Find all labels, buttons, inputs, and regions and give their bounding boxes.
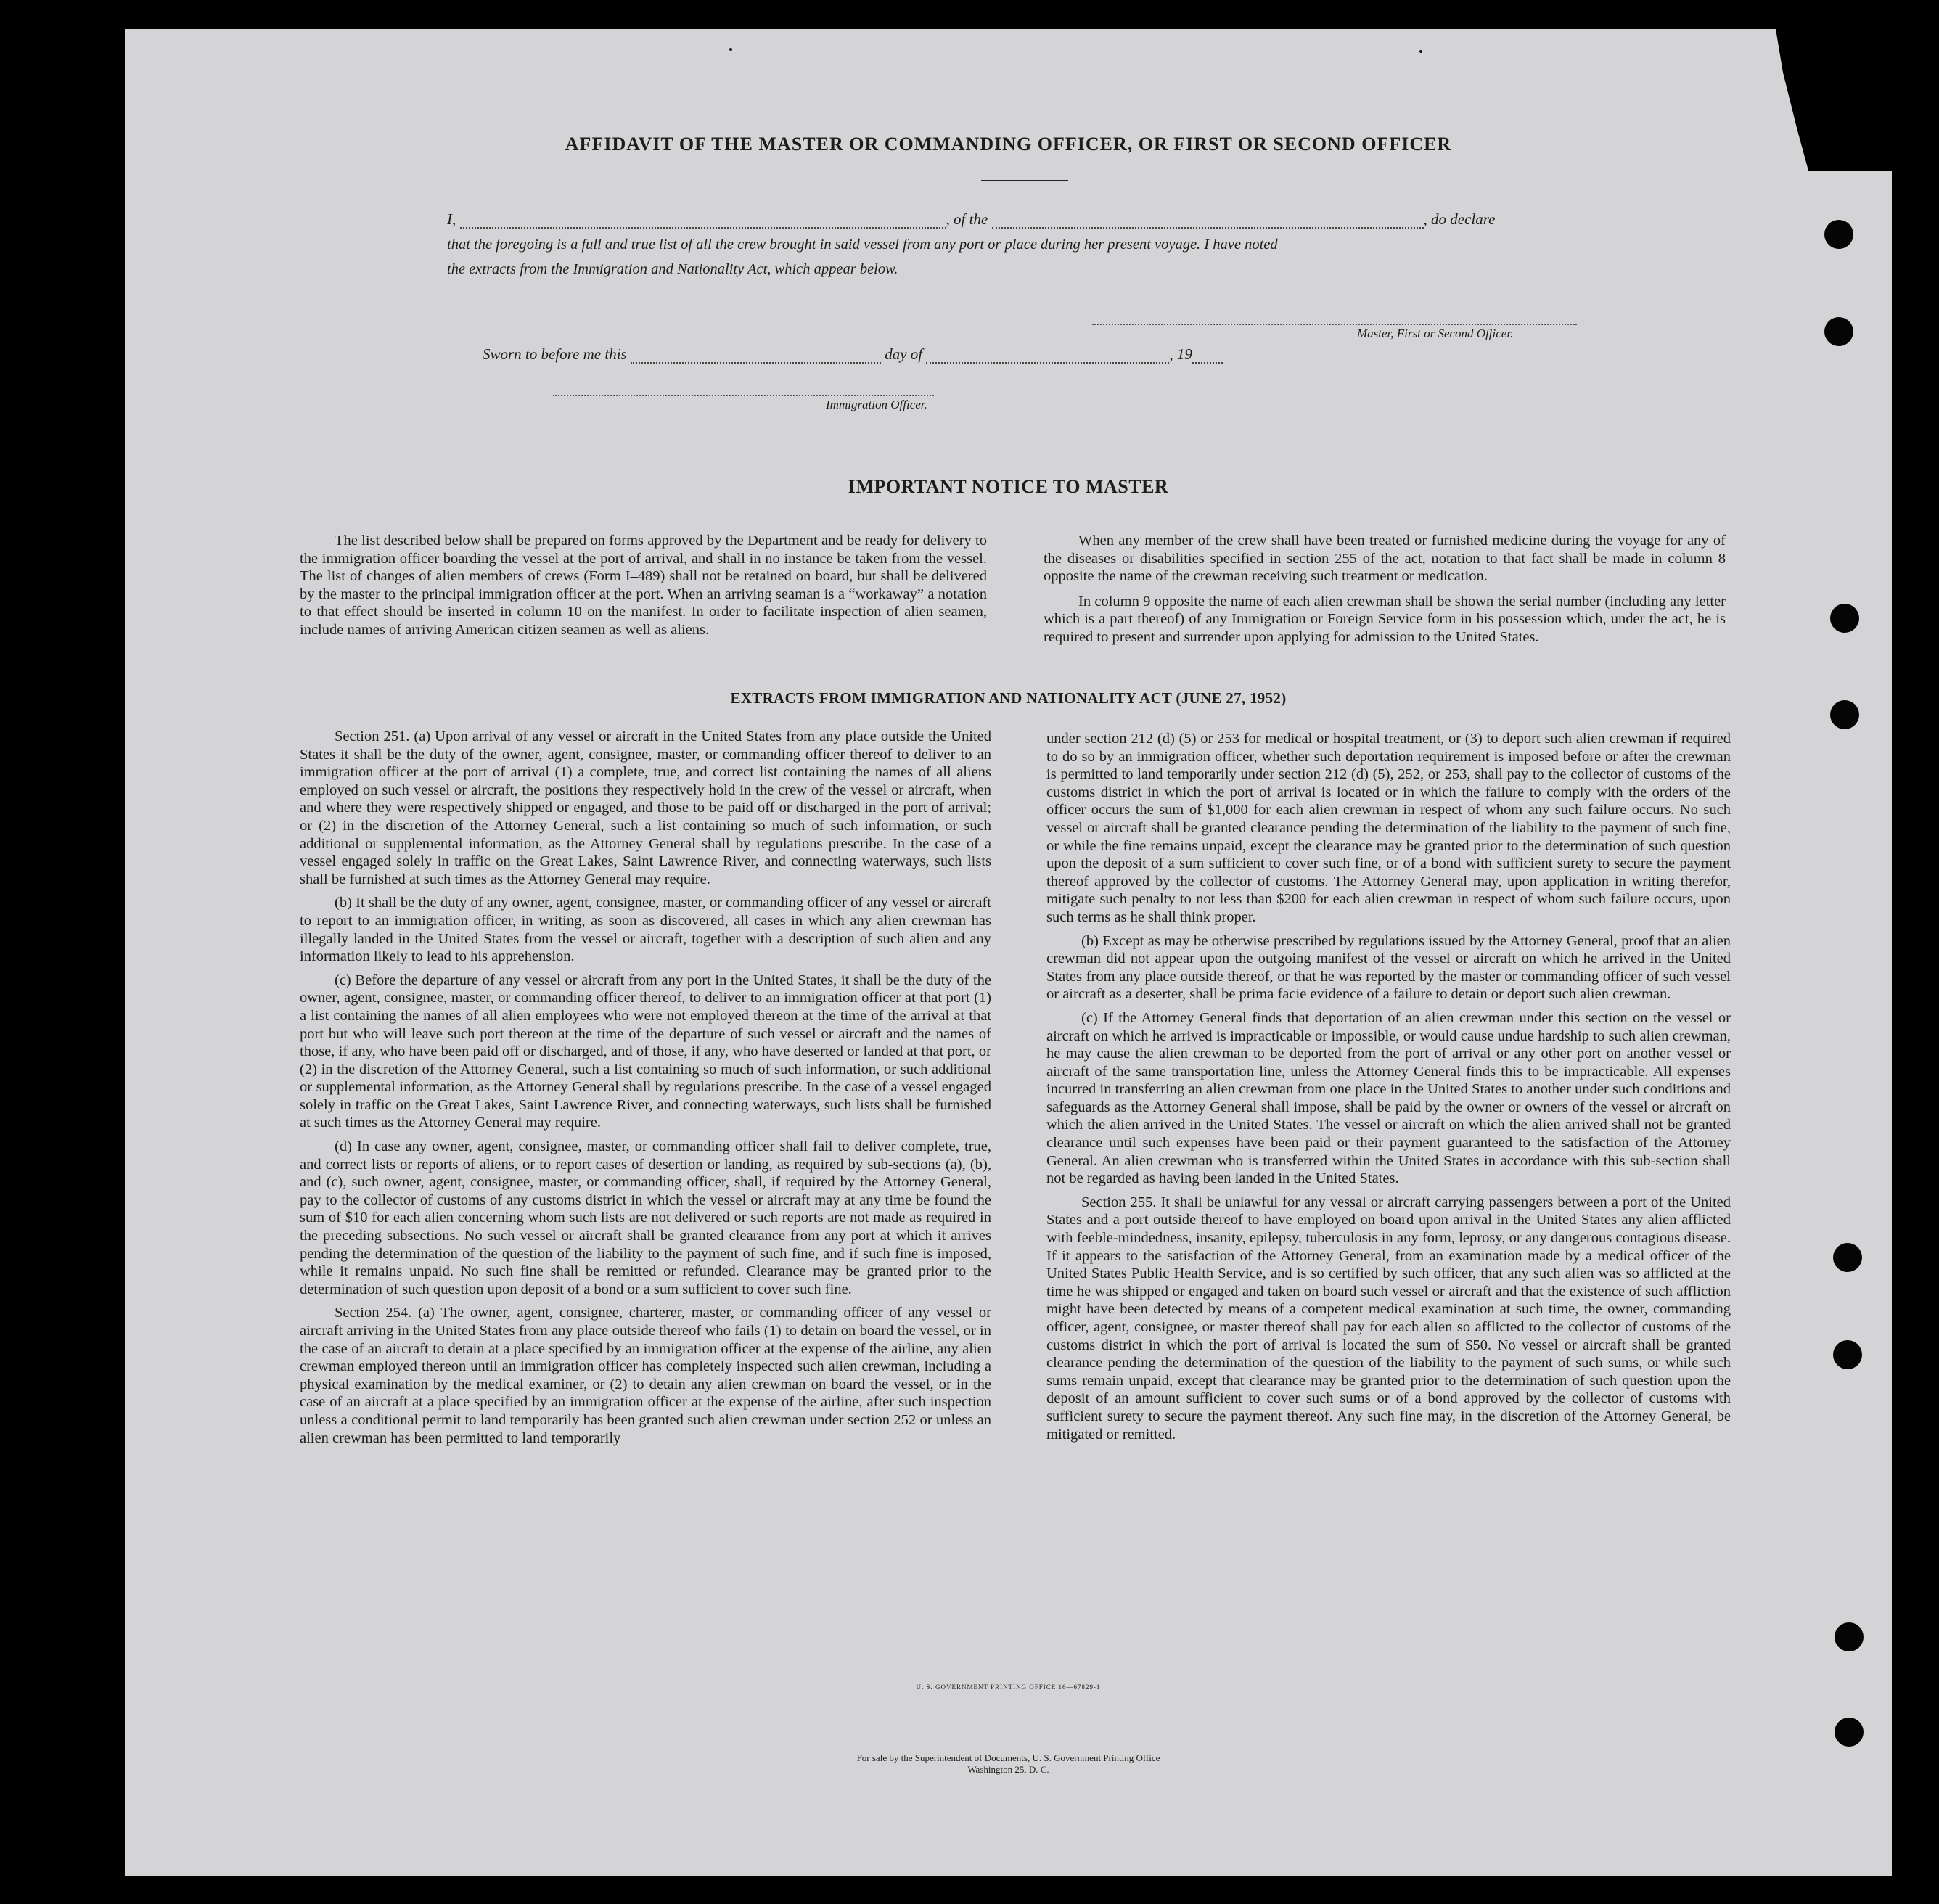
extract-paragraph: (c) Before the departure of any vessel or aircraft from any port in the United States, it shall be the duty of the owner, agent, consignee, master, or commanding officer thereof, to deliver to an immigration officer at that port (1) a list containing the names of all alien employees who were not employed thereon at the time of the arrival at that port but who will leave such port thereon at the time of the departure of such vessel or aircraft and the names of those, if any, who have been paid off or discharged, and of those, if any, who have deserted or landed at that port, or (2) in the discretion of the Attorney General, such a list containing so much of such information, or such additional or supplemental information, as the Attorney General shall by regulations prescribe. In the case of a vessel engaged solely in traffic on the Great Lakes, Saint Lawrence River, and connecting waterways, such lists shall be furnished at such times as the Attorney General may require. <box>300 972 991 1131</box>
declaration-line-0 <box>447 210 1575 229</box>
extract-paragraph: (b) Except as may be otherwise prescribed by regulations issued by the Attorney General, proof that an alien crewman did not appear upon the outgoing manifest of the vessel or aircraft on which he arrived in the United States from any place outside thereof, or that he was reported by the master or commanding officer of such vessel or aircraft as a deserter, shall be prima facie evidence of a failure to detain or deport such alien crewman. <box>1046 932 1731 1003</box>
extract-paragraph: (b) It shall be the duty of any owner, agent, consignee, master, or commanding officer of any vessel or aircraft to report to an immigration officer, in writing, as soon as discovered, all cases in which any alien crewman has illegally landed in the United States from the vessel or aircraft, together with a description of such alien and any information likely to lead to his apprehension. <box>300 895 991 965</box>
day-of-label: day of <box>885 345 923 363</box>
notice-left-column <box>300 532 987 645</box>
extract-paragraph: under section 212 (d) (5) or 253 for medical or hospital treatment, or (3) to deport such alien crewman if required to do so by an immigration officer, whether such deportation requirement is imposed before or after the crewman is permitted to land temporarily under section 212 (d) (5), 252, or 253, shall pay to the collector of customs of the customs district in which the port of arrival is located or in which the failure to comply with the orders of the officer occurs the sum of $1,000 for each alien crewman in respect of whom any such failure occurs. No such vessel or aircraft shall be granted clearance pending the determination of the liability to the payment of such fine, or while the fine remains unpaid, except the clearance may be granted prior to the determination of such question upon the deposit of a sum sufficient to cover such fine, or of a bond with sufficient surety to secure the payment thereof approved by the collector of customs. The Attorney General may, upon application in writing therefor, mitigate such penalty to not less than $200 for each alien crewman in respect of whom such failure occurs, upon such terms as he shall think proper. <box>1046 731 1731 925</box>
notice-left-paragraph: The list described below shall be prepared on forms approved by the Department and be ready for delivery to the immigration officer boarding the vessel at the port of arrival, and shall in no instance be taken from the vessel. The list of changes of alien members of crews (Form I–489) shall not be retained on board, but shall be delivered by the master to the principal immigration officer at the port. When an arriving seaman is a “workaway” a notation to that effect should be inserted in column 10 on the manifest. In order to facilitate inspection of alien seamen, include names of arriving American citizen seamen as well as aliens. <box>300 533 987 638</box>
of-the-label: , of the <box>946 210 988 228</box>
extracts-right-column <box>1046 730 1731 1449</box>
sworn-label: Sworn to before me this <box>483 345 627 363</box>
master-signature-line[interactable] <box>1092 324 1577 325</box>
printing-office-line: U. S. GOVERNMENT PRINTING OFFICE 16—67829-1 <box>916 1683 1101 1691</box>
master-signature-label: Master, First or Second Officer. <box>1357 327 1514 340</box>
sworn-line <box>483 345 1223 364</box>
declaration-line-1: that the foregoing is a full and true list of all the crew brought in said vessel from any port or place during her present voyage. I have noted <box>447 237 1278 253</box>
binder-hole <box>1830 604 1859 633</box>
sworn-month-field[interactable] <box>926 349 1169 364</box>
ink-speck <box>1419 50 1422 53</box>
vessel-field[interactable] <box>992 214 1424 229</box>
binder-hole <box>1833 1340 1862 1369</box>
extract-paragraph: Section 254. (a) The owner, agent, consignee, charterer, master, or commanding officer of any vessel or aircraft arriving in the United States from any place outside thereof who fails (1) to detain on board the vessel, or in the case of an aircraft to detain at a place specified by an immigration officer at the expense of the airline, any alien crewman employed thereon until an immigration officer has completely inspected such alien crewman, including a physical examination by the medical examiner, or (2) to detain any alien crewman on board the vessel, or in the case of an aircraft at a place specified by an immigration officer at the expense of the airline, after such inspection unless a conditional permit to land temporarily has been granted such alien crewman under section 252 or unless an alien crewman has been permitted to land temporarily <box>300 1305 991 1446</box>
extract-paragraph: Section 251. (a) Upon arrival of any vessel or aircraft in the United States from any place outside the United States it shall be the duty of the owner, agent, consignee, master, or commanding officer thereof to deliver to an immigration officer at the port of arrival (1) a complete, true, and correct list containing the names of all aliens employed on such vessel or aircraft, the positions they respectively hold in the crew of the vessel or aircraft, when and where they were respectively shipped or engaged, and those to be paid off or discharged in the port of arrival; or (2) in the discretion of the Attorney General, such a list containing so much of such information, or such additional or supplemental information, as the Attorney General shall by regulations prescribe. In the case of a vessel engaged solely in traffic on the Great Lakes, Saint Lawrence River, and connecting waterways, such lists shall be furnished at such times as the Attorney General may require. <box>300 729 991 887</box>
title-rule <box>981 180 1068 181</box>
extracts-left-column <box>300 728 991 1453</box>
binder-hole <box>1835 1622 1864 1651</box>
extracts-title: EXTRACTS FROM IMMIGRATION AND NATIONALITY ACT (JUNE 27, 1952) <box>730 689 1287 707</box>
i-label: I, <box>447 210 456 228</box>
notice-title: IMPORTANT NOTICE TO MASTER <box>848 476 1169 497</box>
declaration-line-2: the extracts from the Immigration and Nationality Act, which appear below. <box>447 261 898 277</box>
extract-paragraph: Section 255. It shall be unlawful for any vessal or aircraft carrying passengers between a port of the United States and a port outside thereof to have employed on board upon arrival in the United States any alien afflicted with feeble-mindedness, insanity, epilepsy, tuberculosis in any form, leprosy, or any dangerous contagious disease. If it appears to the satisfaction of the Attorney General, from an examination made by a medical officer of the United States Public Health Service, and is so certified by such officer, that any such alien was so afflicted at the time he was shipped or engaged and taken on board such vessel or aircraft and that the existence of such affliction might have been detected by means of a competent medical examination at such time, the owner, commanding officer, agent, consignee, or master thereof shall pay for each alien so afflicted to the collector of customs of the customs district in which the port of arrival is located the sum of $50. No vessel or aircraft shall be granted clearance pending the determination of the question of the liability to the payment of such sums, or while such sums remain unpaid, except that clearance may be granted prior to the determination of such question upon the deposit of an amount sufficient to cover such sums or of a bond approved by the collector of customs with sufficient surety to secure the payment thereof. Any such fine may, in the discretion of the Attorney General, be mitigated or remitted. <box>1046 1194 1731 1443</box>
notice-right-paragraph: When any member of the crew shall have been treated or furnished medicine during the voyage for any of the diseases or disabilities specified in section 255 of the act, notation to that fact shall be made in column 8 opposite the name of the crewman receiving such treatment or medication. <box>1044 533 1726 585</box>
sale-line-2: Washington 25, D. C. <box>967 1764 1049 1775</box>
affidavit-title: AFFIDAVIT OF THE MASTER OR COMMANDING OFFICER, OR FIRST OR SECOND OFFICER <box>565 134 1452 155</box>
notice-right-paragraph: In column 9 opposite the name of each alien crewman shall be shown the serial number (including any letter which is a part thereof) of any Immigration or Foreign Service form in his possession which, under the act, he is required to present and surrender upon applying for admission to the United States. <box>1044 593 1726 645</box>
extract-paragraph: (d) In case any owner, agent, consignee, master, or commanding officer shall fail to deliver complete, true, and correct lists or reports of aliens, or to report cases of desertion or landing, as required by sub-sections (a), (b), and (c), such owner, agent, consignee, master, or commanding officer, shall, if required by the Attorney General, pay to the collector of customs of any customs district in which the vessel or aircraft may at any time be found the sum of $10 for each alien concerning whom such lists are not delivered or such reports are not made as required in the preceding subsections. No such vessel or aircraft shall be granted clearance from any port at which it arrives pending the determination of the question of the liability to the payment of such fine, and if such fine is imposed, while it remains unpaid. No such fine shall be remitted or refunded. Clearance may be granted prior to the determination of such question upon deposit of a bond or a sum sufficient to cover such fine. <box>300 1138 991 1297</box>
notice-right-column <box>1044 532 1726 652</box>
year-prefix-label: , 19 <box>1169 345 1192 363</box>
do-declare-label: , do declare <box>1423 210 1496 228</box>
officer-signature-label: Immigration Officer. <box>826 398 927 411</box>
sale-notice <box>125 1752 1892 1776</box>
binder-hole <box>1833 1243 1862 1272</box>
sale-line-1: For sale by the Superintendent of Documents, U. S. Government Printing Office <box>856 1752 1160 1763</box>
binder-hole <box>1824 317 1853 346</box>
extract-paragraph: (c) If the Attorney General finds that deportation of an alien crewman under this section on the vessel or aircraft on which he arrived is impracticable or impossible, or would cause undue hardship to such alien crewman, he may cause the alien crewman to be deported from the port of arrival or any other port on another vessel or aircraft of the same transportation line, unless the Attorney General finds this to be impracticable. All expenses incurred in transferring an alien crewman from one place in the United States to another under such conditions and safeguards as the Attorney General shall impose, shall be paid by the owner or owners of the vessel or aircraft on which the alien arrived in the United States. The vessel or aircraft on which the alien arrived shall not be granted clearance until such expenses have been paid or their payment guaranteed to the satisfaction of the Attorney General. An alien crewman who is transferred within the United States in accordance with this sub-section shall not be regarded as having been landed in the United States. <box>1046 1009 1731 1187</box>
ink-speck <box>729 48 732 51</box>
binder-hole <box>1835 1718 1864 1747</box>
officer-signature-line[interactable] <box>553 395 934 396</box>
name-field[interactable] <box>460 214 946 229</box>
binder-hole <box>1824 220 1853 249</box>
year-field[interactable] <box>1192 349 1223 364</box>
sworn-day-field[interactable] <box>631 349 881 364</box>
